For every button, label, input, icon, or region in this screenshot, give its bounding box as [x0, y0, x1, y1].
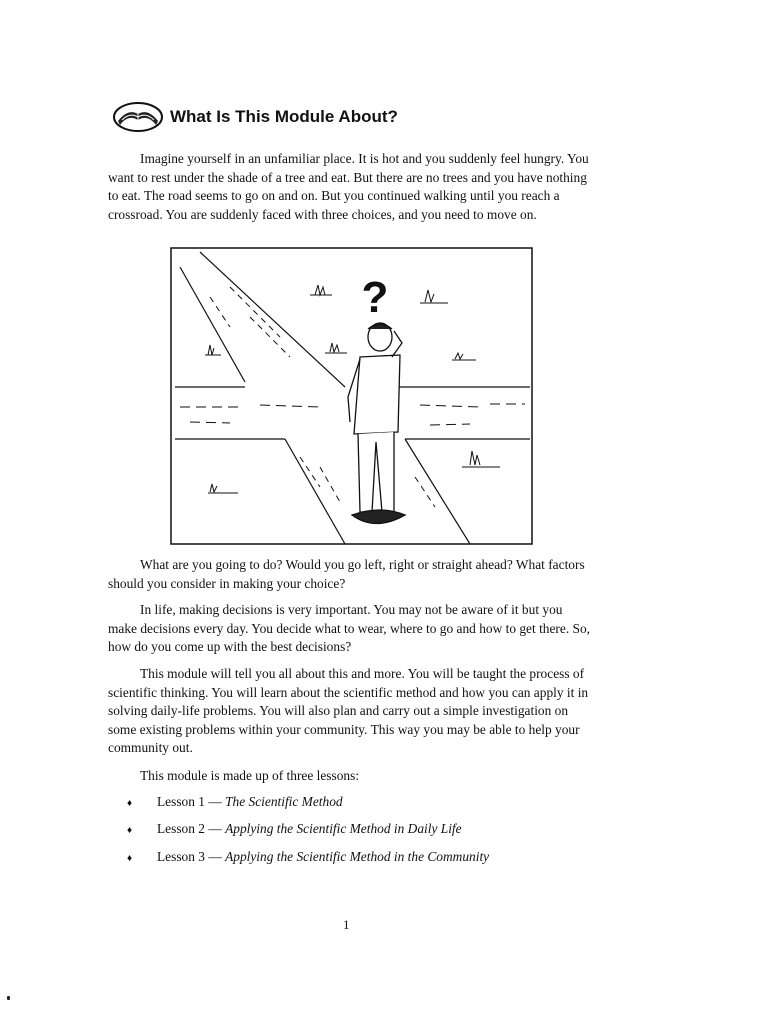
- lesson-label: Lesson 3 —: [157, 849, 222, 864]
- lesson-title: The Scientific Method: [225, 794, 343, 809]
- section-title: What Is This Module About?: [170, 107, 398, 126]
- list-item: [127, 849, 489, 865]
- diamond-bullet-icon: ♦: [127, 798, 133, 809]
- list-item: [127, 821, 462, 837]
- question-paragraph: What are you going to do? Would you go left, right or straight ahead? What factors should you consider in making your choice?: [108, 557, 585, 591]
- intro-paragraph: Imagine yourself in an unfamiliar place. It is hot and you suddenly feel hungry. You want to rest under the shade of a tree and eat. But there are no trees and you have nothing to eat. The road seems to go on and on. But you continued walking until you reach a crossroad. You are suddenly faced with three choices, and you need to move on.: [108, 151, 589, 222]
- list-item: [127, 794, 343, 810]
- lesson-label: Lesson 1 —: [157, 794, 222, 809]
- decisions-paragraph: In life, making decisions is very important. You may not be aware of it but you make decisions every day. You decide what to wear, where to go and how to get there. So, how do you come up with the best decisions?: [108, 602, 591, 655]
- page-number: 1: [343, 917, 350, 932]
- crossroad-illustration: [170, 247, 533, 545]
- section-heading: [112, 100, 398, 134]
- scan-speck: [7, 996, 10, 1000]
- open-book-icon: [112, 100, 164, 134]
- lesson-title: Applying the Scientific Method in the Community: [225, 849, 490, 864]
- diamond-bullet-icon: ♦: [127, 853, 133, 864]
- question-mark: ?: [361, 273, 389, 322]
- lesson-label: Lesson 2 —: [157, 821, 222, 836]
- module-paragraph: This module will tell you all about this and more. You will be taught the process of scientific thinking. You will learn about the scientific method and how you can apply it in solving daily-life problems. You will also plan and carry out a simple investigation on some existing problems within your community. This way you may be able to help your community out.: [108, 666, 589, 756]
- diamond-bullet-icon: ♦: [127, 825, 133, 836]
- lesson-title: Applying the Scientific Method in Daily Life: [225, 821, 462, 836]
- lessons-intro: This module is made up of three lessons:: [140, 768, 360, 783]
